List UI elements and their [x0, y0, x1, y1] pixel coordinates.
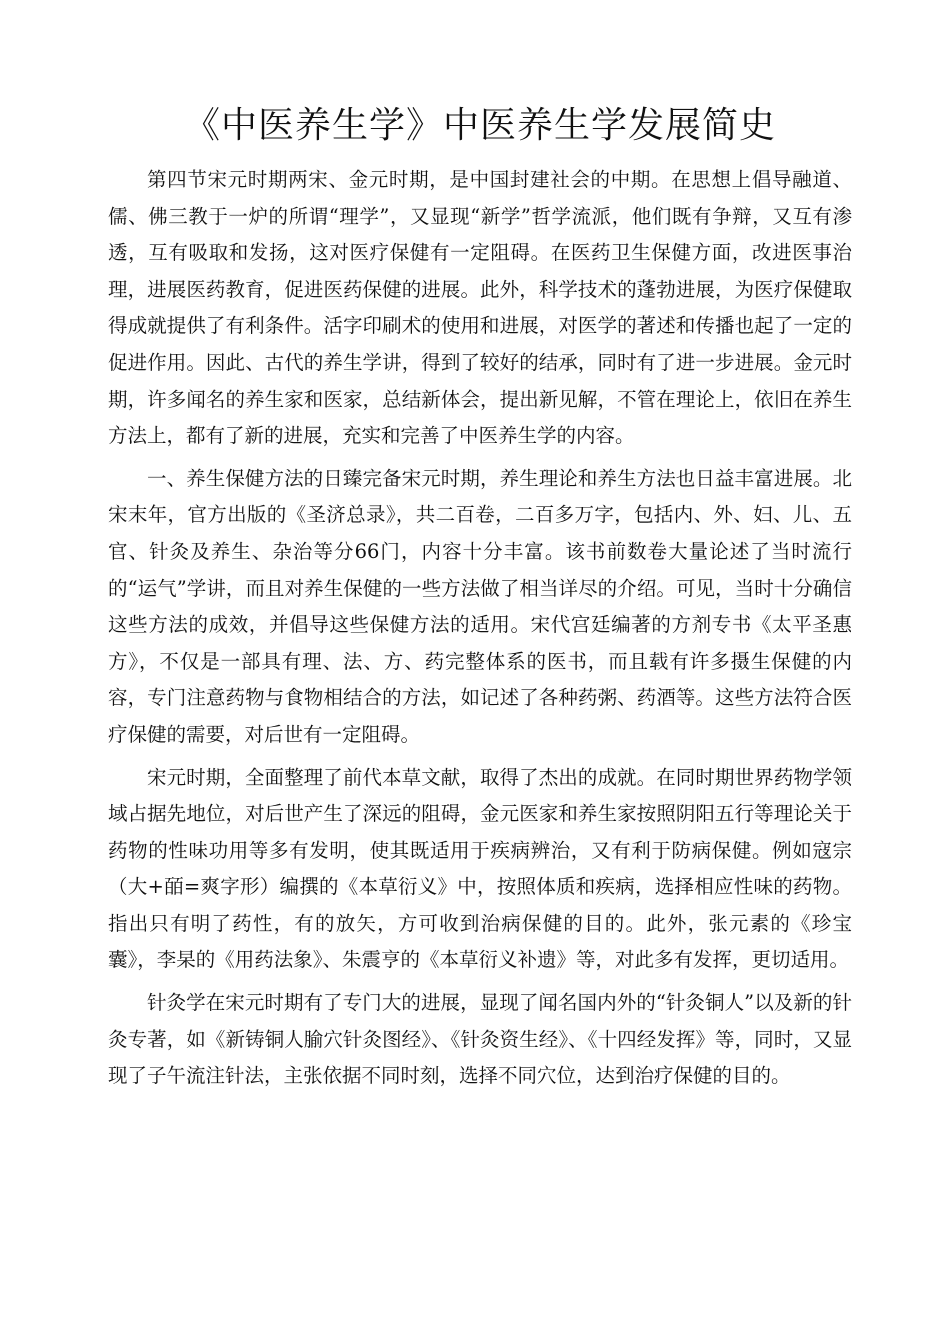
paragraph-health-methods: 一、养生保健方法的日臻完备宋元时期，养生理论和养生方法也日益丰富进展。北宋末年，官方出版的《圣济总录》，共二百卷，二百多万字，包括内、外、妇、儿、五官、针灸及养生、杂治等分66门，内容十分丰富。该书前数卷大量论述了当时流行的“运气”学讲，而且对养生保健的一些方法做了相当详尽的介绍。可见，当时十分确信这些方法的成效，并倡导这些保健方法的适用。宋代宫廷编著的方剂专书《太平圣惠方》，不仅是一部具有理、法、方、药完整体系的医书，而且载有许多摄生保健的内容，专门注意药物与食物相结合的方法，如记述了各种药粥、药酒等。这些方法符合医疗保健的需要，对后世有一定阻碍。 [108, 466, 852, 746]
paragraph-acupuncture: 针灸学在宋元时期有了专门大的进展，显现了闻名国内外的“针灸铜人”以及新的针灸专著，如《新铸铜人腧穴针灸图经》、《针灸资生经》、《十四经发挥》等，同时，又显现了子午流注针法，主张依据不同时刻，选择不同穴位，达到治疗保健的目的。 [108, 991, 852, 1088]
paragraph-song-yuan-overview: 第四节宋元时期两宋、金元时期，是中国封建社会的中期。在思想上倡导融道、儒、佛三教于一炉的所谓“理学”，又显现“新学”哲学流派，他们既有争辩，又互有渗透，互有吸取和发扬，这对医疗保健有一定阻碍。在医药卫生保健方面，改进医事治理，进展医药教育，促进医药保健的进展。此外，科学技术的蓬勃进展，为医疗保健取得成就提供了有利条件。活字印刷术的使用和进展，对医学的著述和传播也起了一定的促进作用。因此、古代的养生学讲，得到了较好的结承，同时有了进一步进展。金元时期，许多闻名的养生家和医家，总结新体会，提出新见解，不管在理论上，依旧在养生方法上，都有了新的进展，充实和完善了中医养生学的内容。 [108, 168, 852, 448]
document-title: 《中医养生学》中医养生学发展简史 [183, 105, 776, 146]
document-page [108, 100, 852, 1095]
paragraph-materia-medica: 宋元时期，全面整理了前代本草文献，取得了杰出的成就。在同时期世界药物学领域占据先地位，对后世产生了深远的阻碍，金元医家和养生家按照阴阳五行等理论关于药物的性味功用等多有发明，使其既适用于疾病辨治，又有利于防病保健。例如寇宗（大+皕=爽字形）编撰的《本草衍义》中，按照体质和疾病，选择相应性味的药物。指出只有明了药性，有的放矢，方可收到治病保健的目的。此外，张元素的《珍宝囊》，李杲的《用药法象》、朱震亨的《本草衍义补遗》等，对此多有发挥，更切适用。 [108, 765, 852, 972]
